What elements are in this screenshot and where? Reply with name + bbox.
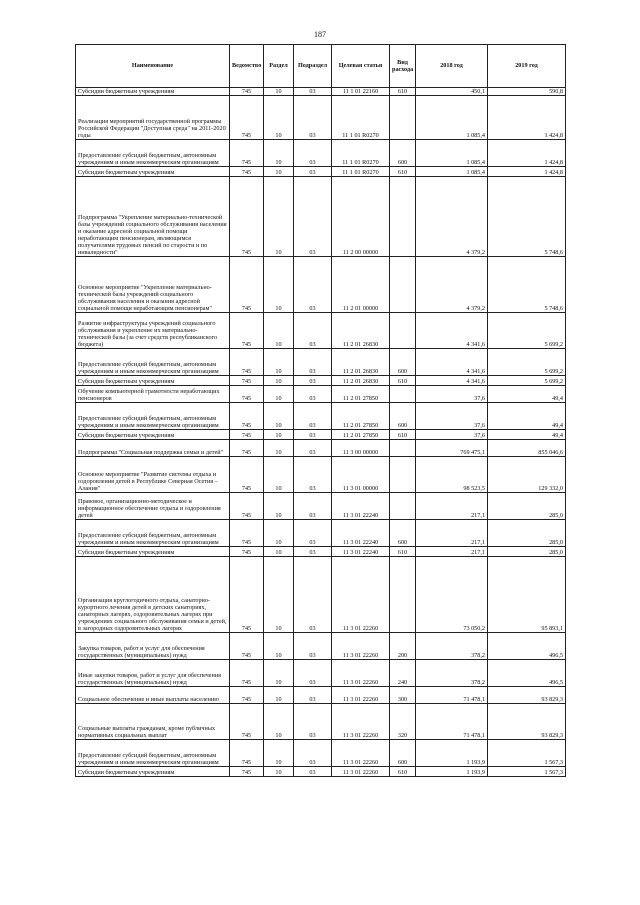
cell-expense-type bbox=[390, 177, 416, 257]
cell-target-item: 11 3 01 22240 bbox=[332, 520, 390, 547]
table-row bbox=[76, 96, 566, 140]
cell-section: 10 bbox=[264, 167, 294, 177]
cell-department: 745 bbox=[230, 493, 264, 520]
cell-target-item: 11 2 01 27850 bbox=[332, 403, 390, 430]
cell-year-2019: 285,0 bbox=[488, 547, 566, 557]
cell-name: Субсидии бюджетным учреждениям bbox=[76, 767, 230, 777]
cell-department: 745 bbox=[230, 140, 264, 167]
cell-name: Предоставление субсидий бюджетным, автономным учреждениям и иным некоммерческим организациям bbox=[76, 520, 230, 547]
table-row bbox=[76, 257, 566, 313]
cell-section: 10 bbox=[264, 257, 294, 313]
cell-year-2019: 93 829,3 bbox=[488, 704, 566, 740]
cell-expense-type bbox=[390, 557, 416, 633]
cell-target-item: 11 3 01 00000 bbox=[332, 457, 390, 493]
cell-department: 745 bbox=[230, 547, 264, 557]
cell-name: Предоставление субсидий бюджетным, автономным учреждениям и иным некоммерческим организациям bbox=[76, 349, 230, 376]
table-header-row bbox=[76, 45, 566, 88]
cell-year-2018: 217,1 bbox=[416, 493, 488, 520]
cell-expense-type: 600 bbox=[390, 403, 416, 430]
cell-year-2018: 4 341,6 bbox=[416, 376, 488, 386]
cell-name: Субсидии бюджетным учреждениям bbox=[76, 88, 230, 96]
cell-year-2018: 769 475,1 bbox=[416, 440, 488, 457]
cell-year-2018: 217,1 bbox=[416, 520, 488, 547]
cell-section: 10 bbox=[264, 633, 294, 660]
cell-subsection: 03 bbox=[294, 386, 332, 403]
cell-expense-type bbox=[390, 493, 416, 520]
cell-year-2019: 285,0 bbox=[488, 493, 566, 520]
cell-target-item: 11 3 01 22240 bbox=[332, 547, 390, 557]
cell-department: 745 bbox=[230, 687, 264, 704]
cell-target-item: 11 1 01 R0270 bbox=[332, 96, 390, 140]
table-row bbox=[76, 349, 566, 376]
cell-name: Основное мероприятие "Укрепление материально-технической базы учреждений социального обслуживания населения и оказания адресной социальной помощи неработающим пенсионерам" bbox=[76, 257, 230, 313]
cell-section: 10 bbox=[264, 313, 294, 349]
cell-name: Подпрограмма "Социальная поддержка семьи и детей" bbox=[76, 440, 230, 457]
cell-section: 10 bbox=[264, 704, 294, 740]
cell-department: 745 bbox=[230, 349, 264, 376]
table-body bbox=[76, 88, 566, 777]
cell-year-2019: 129 332,0 bbox=[488, 457, 566, 493]
cell-section: 10 bbox=[264, 177, 294, 257]
cell-target-item: 11 1 01 22160 bbox=[332, 88, 390, 96]
cell-name: Социальное обеспечение и иные выплаты населению bbox=[76, 687, 230, 704]
cell-expense-type: 600 bbox=[390, 520, 416, 547]
table-row bbox=[76, 660, 566, 687]
cell-subsection: 03 bbox=[294, 557, 332, 633]
cell-subsection: 03 bbox=[294, 767, 332, 777]
table-row bbox=[76, 177, 566, 257]
cell-year-2018: 73 050,2 bbox=[416, 557, 488, 633]
header-subsection: Подраздел bbox=[294, 45, 332, 88]
cell-subsection: 03 bbox=[294, 547, 332, 557]
cell-target-item: 11 3 01 22260 bbox=[332, 767, 390, 777]
cell-target-item: 11 1 01 R0270 bbox=[332, 140, 390, 167]
cell-name: Реализация мероприятий государственной программы Российской Федерации "Доступная среда" на 2011-2020 годы bbox=[76, 96, 230, 140]
cell-year-2019: 1 424,8 bbox=[488, 167, 566, 177]
cell-subsection: 03 bbox=[294, 403, 332, 430]
cell-expense-type: 200 bbox=[390, 633, 416, 660]
cell-year-2018: 1 193,9 bbox=[416, 767, 488, 777]
cell-subsection: 03 bbox=[294, 633, 332, 660]
cell-section: 10 bbox=[264, 440, 294, 457]
cell-subsection: 03 bbox=[294, 704, 332, 740]
cell-department: 745 bbox=[230, 376, 264, 386]
cell-department: 745 bbox=[230, 96, 264, 140]
cell-section: 10 bbox=[264, 376, 294, 386]
table-row bbox=[76, 167, 566, 177]
cell-target-item: 11 2 01 00000 bbox=[332, 257, 390, 313]
header-section: Раздел bbox=[264, 45, 294, 88]
header-target-item: Целевая статья bbox=[332, 45, 390, 88]
cell-target-item: 11 3 01 22260 bbox=[332, 633, 390, 660]
cell-year-2018: 450,1 bbox=[416, 88, 488, 96]
cell-year-2019: 49,4 bbox=[488, 403, 566, 430]
table-row bbox=[76, 740, 566, 767]
cell-year-2019: 5 699,2 bbox=[488, 376, 566, 386]
cell-subsection: 03 bbox=[294, 520, 332, 547]
cell-section: 10 bbox=[264, 349, 294, 376]
cell-name: Социальные выплаты гражданам, кроме публичных нормативных социальных выплат bbox=[76, 704, 230, 740]
cell-subsection: 03 bbox=[294, 440, 332, 457]
table-row bbox=[76, 520, 566, 547]
cell-year-2018: 1 085,4 bbox=[416, 140, 488, 167]
cell-expense-type: 610 bbox=[390, 376, 416, 386]
cell-year-2018: 4 379,2 bbox=[416, 177, 488, 257]
cell-subsection: 03 bbox=[294, 457, 332, 493]
table-row bbox=[76, 493, 566, 520]
cell-year-2019: 5 699,2 bbox=[488, 349, 566, 376]
cell-subsection: 03 bbox=[294, 430, 332, 440]
cell-section: 10 bbox=[264, 520, 294, 547]
table-row bbox=[76, 457, 566, 493]
cell-target-item: 11 3 01 22240 bbox=[332, 493, 390, 520]
table-row bbox=[76, 313, 566, 349]
cell-department: 745 bbox=[230, 403, 264, 430]
table-row bbox=[76, 633, 566, 660]
cell-year-2019: 1 424,8 bbox=[488, 96, 566, 140]
cell-name: Предоставление субсидий бюджетным, автономным учреждениям и иным некоммерческим организациям bbox=[76, 140, 230, 167]
cell-name: Правовое, организационно-методическое и информационное обеспечение отдыха и оздоровления детей bbox=[76, 493, 230, 520]
cell-expense-type bbox=[390, 96, 416, 140]
cell-expense-type: 610 bbox=[390, 167, 416, 177]
cell-department: 745 bbox=[230, 430, 264, 440]
cell-section: 10 bbox=[264, 557, 294, 633]
cell-year-2019: 49,4 bbox=[488, 430, 566, 440]
cell-section: 10 bbox=[264, 96, 294, 140]
cell-subsection: 03 bbox=[294, 96, 332, 140]
cell-section: 10 bbox=[264, 767, 294, 777]
cell-year-2019: 95 893,1 bbox=[488, 557, 566, 633]
table-row bbox=[76, 557, 566, 633]
table-row bbox=[76, 430, 566, 440]
cell-year-2019: 496,5 bbox=[488, 633, 566, 660]
cell-year-2018: 98 523,5 bbox=[416, 457, 488, 493]
header-department: Ведомство bbox=[230, 45, 264, 88]
cell-target-item: 11 2 00 00000 bbox=[332, 177, 390, 257]
cell-year-2018: 378,2 bbox=[416, 633, 488, 660]
cell-year-2019: 1 567,3 bbox=[488, 767, 566, 777]
cell-department: 745 bbox=[230, 660, 264, 687]
cell-year-2019: 5 699,2 bbox=[488, 313, 566, 349]
cell-expense-type: 300 bbox=[390, 687, 416, 704]
cell-subsection: 03 bbox=[294, 257, 332, 313]
cell-expense-type bbox=[390, 386, 416, 403]
cell-year-2018: 1 193,9 bbox=[416, 740, 488, 767]
cell-target-item: 11 2 01 27850 bbox=[332, 430, 390, 440]
table-row bbox=[76, 704, 566, 740]
cell-section: 10 bbox=[264, 430, 294, 440]
cell-subsection: 03 bbox=[294, 493, 332, 520]
cell-department: 745 bbox=[230, 740, 264, 767]
cell-name: Предоставление субсидий бюджетным, автономным учреждениям и иным некоммерческим организациям bbox=[76, 740, 230, 767]
cell-target-item: 11 3 01 22260 bbox=[332, 557, 390, 633]
cell-section: 10 bbox=[264, 547, 294, 557]
cell-name: Обучение компьютерной грамотности неработающих пенсионеров bbox=[76, 386, 230, 403]
cell-department: 745 bbox=[230, 557, 264, 633]
cell-target-item: 11 3 01 22260 bbox=[332, 740, 390, 767]
table-row bbox=[76, 140, 566, 167]
table-row bbox=[76, 767, 566, 777]
cell-department: 745 bbox=[230, 633, 264, 660]
cell-expense-type bbox=[390, 440, 416, 457]
cell-year-2019: 49,4 bbox=[488, 386, 566, 403]
cell-department: 745 bbox=[230, 520, 264, 547]
cell-expense-type: 600 bbox=[390, 740, 416, 767]
cell-department: 745 bbox=[230, 767, 264, 777]
cell-name: Развитие инфраструктуры учреждений социального обслуживания и укрепление их материально-технической базы (за счет средств республиканского бюджета) bbox=[76, 313, 230, 349]
cell-name: Закупка товаров, работ и услуг для обеспечения государственных (муниципальных) нужд bbox=[76, 633, 230, 660]
cell-year-2018: 1 085,4 bbox=[416, 167, 488, 177]
page-number: 187 bbox=[314, 30, 326, 39]
cell-target-item: 11 2 01 26830 bbox=[332, 349, 390, 376]
cell-name: Субсидии бюджетным учреждениям bbox=[76, 430, 230, 440]
table-row bbox=[76, 440, 566, 457]
cell-department: 745 bbox=[230, 177, 264, 257]
cell-department: 745 bbox=[230, 457, 264, 493]
cell-section: 10 bbox=[264, 88, 294, 96]
cell-expense-type: 600 bbox=[390, 140, 416, 167]
cell-name: Субсидии бюджетным учреждениям bbox=[76, 167, 230, 177]
cell-section: 10 bbox=[264, 457, 294, 493]
cell-year-2019: 285,0 bbox=[488, 520, 566, 547]
cell-year-2018: 71 478,1 bbox=[416, 687, 488, 704]
cell-year-2018: 37,6 bbox=[416, 386, 488, 403]
cell-year-2018: 217,1 bbox=[416, 547, 488, 557]
cell-year-2018: 378,2 bbox=[416, 660, 488, 687]
cell-subsection: 03 bbox=[294, 167, 332, 177]
header-year-2018: 2018 год bbox=[416, 45, 488, 88]
cell-department: 745 bbox=[230, 313, 264, 349]
table-row bbox=[76, 547, 566, 557]
cell-subsection: 03 bbox=[294, 740, 332, 767]
cell-target-item: 11 2 01 27850 bbox=[332, 386, 390, 403]
cell-section: 10 bbox=[264, 740, 294, 767]
cell-subsection: 03 bbox=[294, 687, 332, 704]
cell-department: 745 bbox=[230, 386, 264, 403]
cell-year-2018: 71 478,1 bbox=[416, 704, 488, 740]
cell-section: 10 bbox=[264, 660, 294, 687]
cell-name: Основное мероприятие "Развитие системы отдыха и оздоровления детей в Республике Северная Осетия – Алания" bbox=[76, 457, 230, 493]
cell-name: Организация круглогодичного отдыха, санаторно-курортного лечения детей в детских санаториях, санаторных лагерях, оздоровительных лагерях при учреждениях социального обслуживания семьи и детей, в загородных оздоровительных лагерях bbox=[76, 557, 230, 633]
cell-subsection: 03 bbox=[294, 313, 332, 349]
cell-expense-type bbox=[390, 257, 416, 313]
cell-expense-type bbox=[390, 313, 416, 349]
cell-name: Предоставление субсидий бюджетным, автономным учреждениям и иным некоммерческим организациям bbox=[76, 403, 230, 430]
cell-section: 10 bbox=[264, 687, 294, 704]
cell-expense-type: 240 bbox=[390, 660, 416, 687]
cell-target-item: 11 3 01 22260 bbox=[332, 660, 390, 687]
cell-subsection: 03 bbox=[294, 177, 332, 257]
cell-expense-type: 610 bbox=[390, 430, 416, 440]
cell-year-2018: 1 085,4 bbox=[416, 96, 488, 140]
cell-section: 10 bbox=[264, 140, 294, 167]
cell-section: 10 bbox=[264, 403, 294, 430]
cell-department: 745 bbox=[230, 257, 264, 313]
cell-name: Субсидии бюджетным учреждениям bbox=[76, 376, 230, 386]
cell-year-2019: 496,5 bbox=[488, 660, 566, 687]
cell-target-item: 11 1 01 R0270 bbox=[332, 167, 390, 177]
cell-subsection: 03 bbox=[294, 88, 332, 96]
cell-department: 745 bbox=[230, 167, 264, 177]
cell-department: 745 bbox=[230, 704, 264, 740]
cell-name: Иные закупки товаров, работ и услуг для обеспечения государственных (муниципальных) нужд bbox=[76, 660, 230, 687]
table-row bbox=[76, 386, 566, 403]
cell-target-item: 11 3 00 00000 bbox=[332, 440, 390, 457]
cell-year-2019: 5 748,6 bbox=[488, 257, 566, 313]
cell-target-item: 11 2 01 26830 bbox=[332, 313, 390, 349]
cell-expense-type: 600 bbox=[390, 349, 416, 376]
cell-section: 10 bbox=[264, 493, 294, 520]
cell-year-2019: 93 829,3 bbox=[488, 687, 566, 704]
cell-name: Подпрограмма "Укрепление материально-технической базы учреждений социального обслуживания населения и оказание адресной социальной помощи неработающим пенсионерам, являющимся получателями трудовых пенсий по старости и по инвалидности" bbox=[76, 177, 230, 257]
cell-expense-type: 610 bbox=[390, 767, 416, 777]
cell-expense-type: 320 bbox=[390, 704, 416, 740]
cell-year-2019: 590,8 bbox=[488, 88, 566, 96]
cell-year-2019: 5 748,6 bbox=[488, 177, 566, 257]
budget-table bbox=[75, 44, 566, 777]
cell-subsection: 03 bbox=[294, 140, 332, 167]
cell-target-item: 11 2 01 26830 bbox=[332, 376, 390, 386]
cell-section: 10 bbox=[264, 386, 294, 403]
cell-expense-type: 610 bbox=[390, 547, 416, 557]
cell-expense-type bbox=[390, 457, 416, 493]
cell-target-item: 11 3 01 22260 bbox=[332, 687, 390, 704]
header-year-2019: 2019 год bbox=[488, 45, 566, 88]
cell-subsection: 03 bbox=[294, 349, 332, 376]
cell-year-2019: 855 046,6 bbox=[488, 440, 566, 457]
header-expense-type: Вид расхода bbox=[390, 45, 416, 88]
cell-year-2019: 1 424,8 bbox=[488, 140, 566, 167]
cell-year-2019: 1 567,3 bbox=[488, 740, 566, 767]
cell-department: 745 bbox=[230, 88, 264, 96]
table-row bbox=[76, 687, 566, 704]
cell-year-2018: 4 341,6 bbox=[416, 313, 488, 349]
cell-subsection: 03 bbox=[294, 376, 332, 386]
cell-year-2018: 37,6 bbox=[416, 430, 488, 440]
table-row bbox=[76, 403, 566, 430]
cell-department: 745 bbox=[230, 440, 264, 457]
header-name: Наименование bbox=[76, 45, 230, 88]
cell-expense-type: 610 bbox=[390, 88, 416, 96]
cell-year-2018: 4 341,6 bbox=[416, 349, 488, 376]
cell-year-2018: 4 379,2 bbox=[416, 257, 488, 313]
table-row bbox=[76, 376, 566, 386]
cell-subsection: 03 bbox=[294, 660, 332, 687]
cell-name: Субсидии бюджетным учреждениям bbox=[76, 547, 230, 557]
table-row bbox=[76, 88, 566, 96]
cell-year-2018: 37,6 bbox=[416, 403, 488, 430]
cell-target-item: 11 3 01 22260 bbox=[332, 704, 390, 740]
